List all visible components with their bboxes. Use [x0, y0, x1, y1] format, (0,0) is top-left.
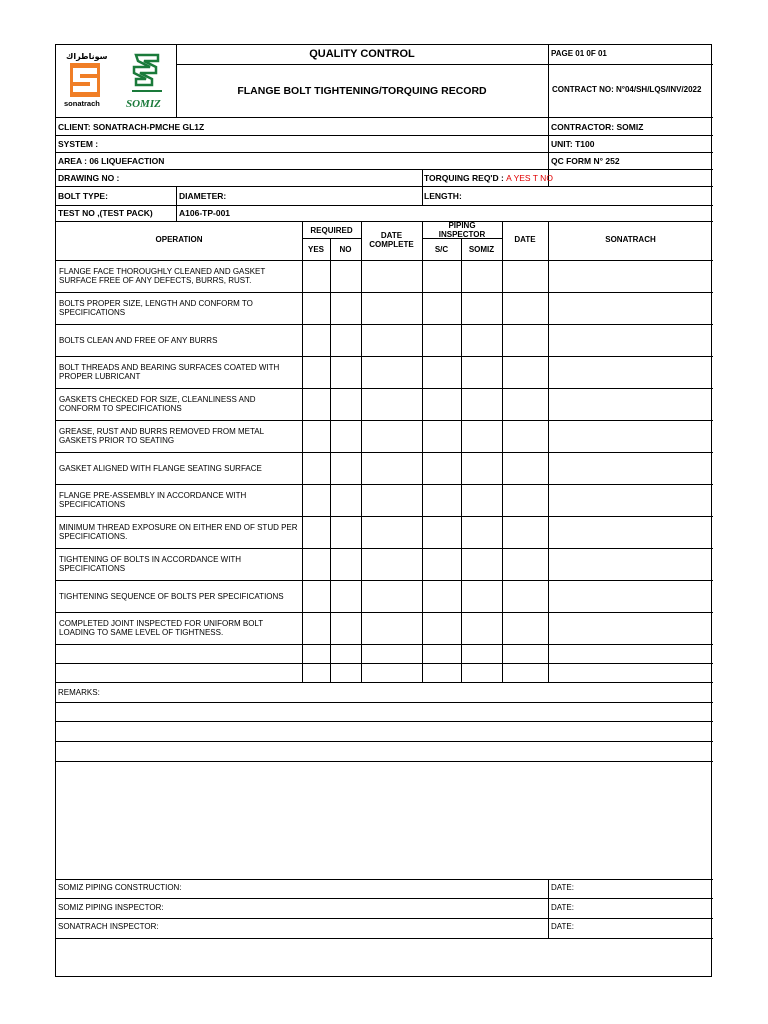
page-number: PAGE 01 0F 01: [551, 49, 607, 58]
table-column-rule: [461, 238, 462, 682]
operations-table: [56, 221, 713, 683]
rule: [56, 135, 713, 136]
rule: [56, 186, 713, 187]
rule: [56, 918, 713, 919]
rule: [176, 186, 177, 221]
header-right-divider: [548, 45, 549, 117]
table-rule: [56, 663, 713, 664]
rule: [56, 721, 713, 722]
signature-date: DATE:: [551, 922, 574, 931]
signature-piping-inspector: SOMIZ PIPING INSPECTOR:: [58, 903, 164, 912]
unit-field: UNIT: T100: [551, 139, 595, 149]
operation-item: BOLTS CLEAN AND FREE OF ANY BURRS: [59, 335, 218, 345]
rule: [56, 205, 713, 206]
rule: [56, 741, 713, 742]
qc-form-number: QC FORM N° 252: [551, 156, 620, 166]
operation-item: TIGHTENING OF BOLTS IN ACCORDANCE WITH SPECIFICATIONS: [59, 555, 242, 573]
signature-piping-construction: SOMIZ PIPING CONSTRUCTION:: [58, 883, 182, 892]
torquing-options: A YES T NO: [506, 173, 553, 183]
operation-item: FLANGE PRE-ASSEMBLY IN ACCORDANCE WITH SPECIFICATIONS: [59, 491, 247, 509]
contractor-field: CONTRACTOR: SOMIZ: [551, 122, 644, 132]
contract-number: CONTRACT NO: N°04/SH/LQS/INV/2022: [552, 85, 702, 94]
col-date: DATE: [514, 235, 536, 244]
torquing-required-field: [424, 173, 553, 183]
operation-item: GASKET ALIGNED WITH FLANGE SEATING SURFACE: [59, 463, 262, 473]
page-title: QUALITY CONTROL: [309, 48, 415, 60]
sonatrach-wordmark: sonatrach: [64, 99, 100, 108]
somiz-logo: [122, 51, 172, 111]
col-sonatrach: SONATRACH: [605, 235, 656, 244]
operation-item: COMPLETED JOINT INSPECTED FOR UNIFORM BOLT LOADING TO SAME LEVEL OF TIGHTNESS.: [59, 619, 264, 637]
table-rule: [56, 644, 713, 645]
rule: [56, 117, 713, 118]
diameter-field: DIAMETER:: [179, 191, 227, 201]
operation-item: FLANGE FACE THOROUGHLY CLEANED AND GASKET SURFACE FREE OF ANY DEFECTS, BURRS, RUST.: [59, 267, 266, 285]
test-no-label: TEST NO ,(TEST PACK): [58, 208, 153, 218]
length-field: LENGTH:: [424, 191, 462, 201]
test-pack-value: A106-TP-001: [179, 208, 231, 218]
header-title-rule: [176, 64, 713, 65]
bolt-type-field: BOLT TYPE:: [58, 191, 108, 201]
operation-item: MINIMUM THREAD EXPOSURE ON EITHER END OF STUD PER SPECIFICATIONS.: [59, 523, 298, 541]
signature-date: DATE:: [551, 903, 574, 912]
signature-sonatrach-inspector: SONATRACH INSPECTOR:: [58, 922, 159, 931]
somiz-wordmark: SOMIZ: [126, 98, 161, 110]
sonatrach-emblem-icon: [70, 63, 100, 97]
info: TORQUING REQ'D :: [424, 173, 507, 183]
rule: [56, 702, 713, 703]
operation-item: GASKETS CHECKED FOR SIZE, CLEANLINESS AND CONFORM TO SPECIFICATIONS: [59, 395, 256, 413]
operation-item: TIGHTENING SEQUENCE OF BOLTS PER SPECIFICATIONS: [59, 591, 284, 601]
somiz-emblem-icon: [130, 53, 164, 97]
col-somiz: SOMIZ: [468, 245, 495, 254]
rule: [56, 761, 713, 762]
table-column-rule: [330, 238, 331, 682]
operation-item: BOLTS PROPER SIZE, LENGTH AND CONFORM TO SPECIFICATIONS: [59, 299, 253, 317]
col-required: REQUIRED: [310, 226, 353, 235]
operation-item: GREASE, RUST AND BURRS REMOVED FROM METAL GASKETS PRIOR TO SEATING: [59, 427, 264, 445]
sonatrach-arabic-text: سوناطراك: [66, 52, 108, 61]
col-no: NO: [339, 245, 352, 254]
col-piping-inspector: PIPING INSPECTOR: [438, 221, 486, 239]
signature-date: DATE:: [551, 883, 574, 892]
rule: [56, 938, 713, 939]
client-field: CLIENT: SONATRACH-PMCHE GL1Z: [58, 122, 205, 132]
table-rule: [302, 238, 361, 239]
rule: [56, 879, 713, 880]
rule: [548, 879, 549, 938]
operation-item: BOLT THREADS AND BEARING SURFACES COATED WITH PROPER LUBRICANT: [59, 363, 280, 381]
rule: [56, 898, 713, 899]
sonatrach-logo: [62, 51, 112, 111]
qc-form-sheet: [55, 44, 712, 977]
col-operation: OPERATION: [155, 235, 203, 244]
rule: [422, 169, 423, 205]
table-rule: [56, 682, 713, 683]
area-field: AREA : 06 LIQUEFACTION: [58, 156, 165, 166]
col-yes: YES: [307, 245, 324, 254]
col-date-complete: DATE COMPLETE: [369, 231, 414, 249]
rule: [56, 152, 713, 153]
rule: [56, 169, 713, 170]
form-subtitle: FLANGE BOLT TIGHTENING/TORQUING RECORD: [237, 85, 487, 97]
remarks-label: REMARKS:: [58, 688, 100, 697]
system-field: SYSTEM :: [58, 139, 99, 149]
col-sc: S/C: [434, 245, 449, 254]
drawing-number-field: DRAWING NO :: [58, 173, 120, 183]
